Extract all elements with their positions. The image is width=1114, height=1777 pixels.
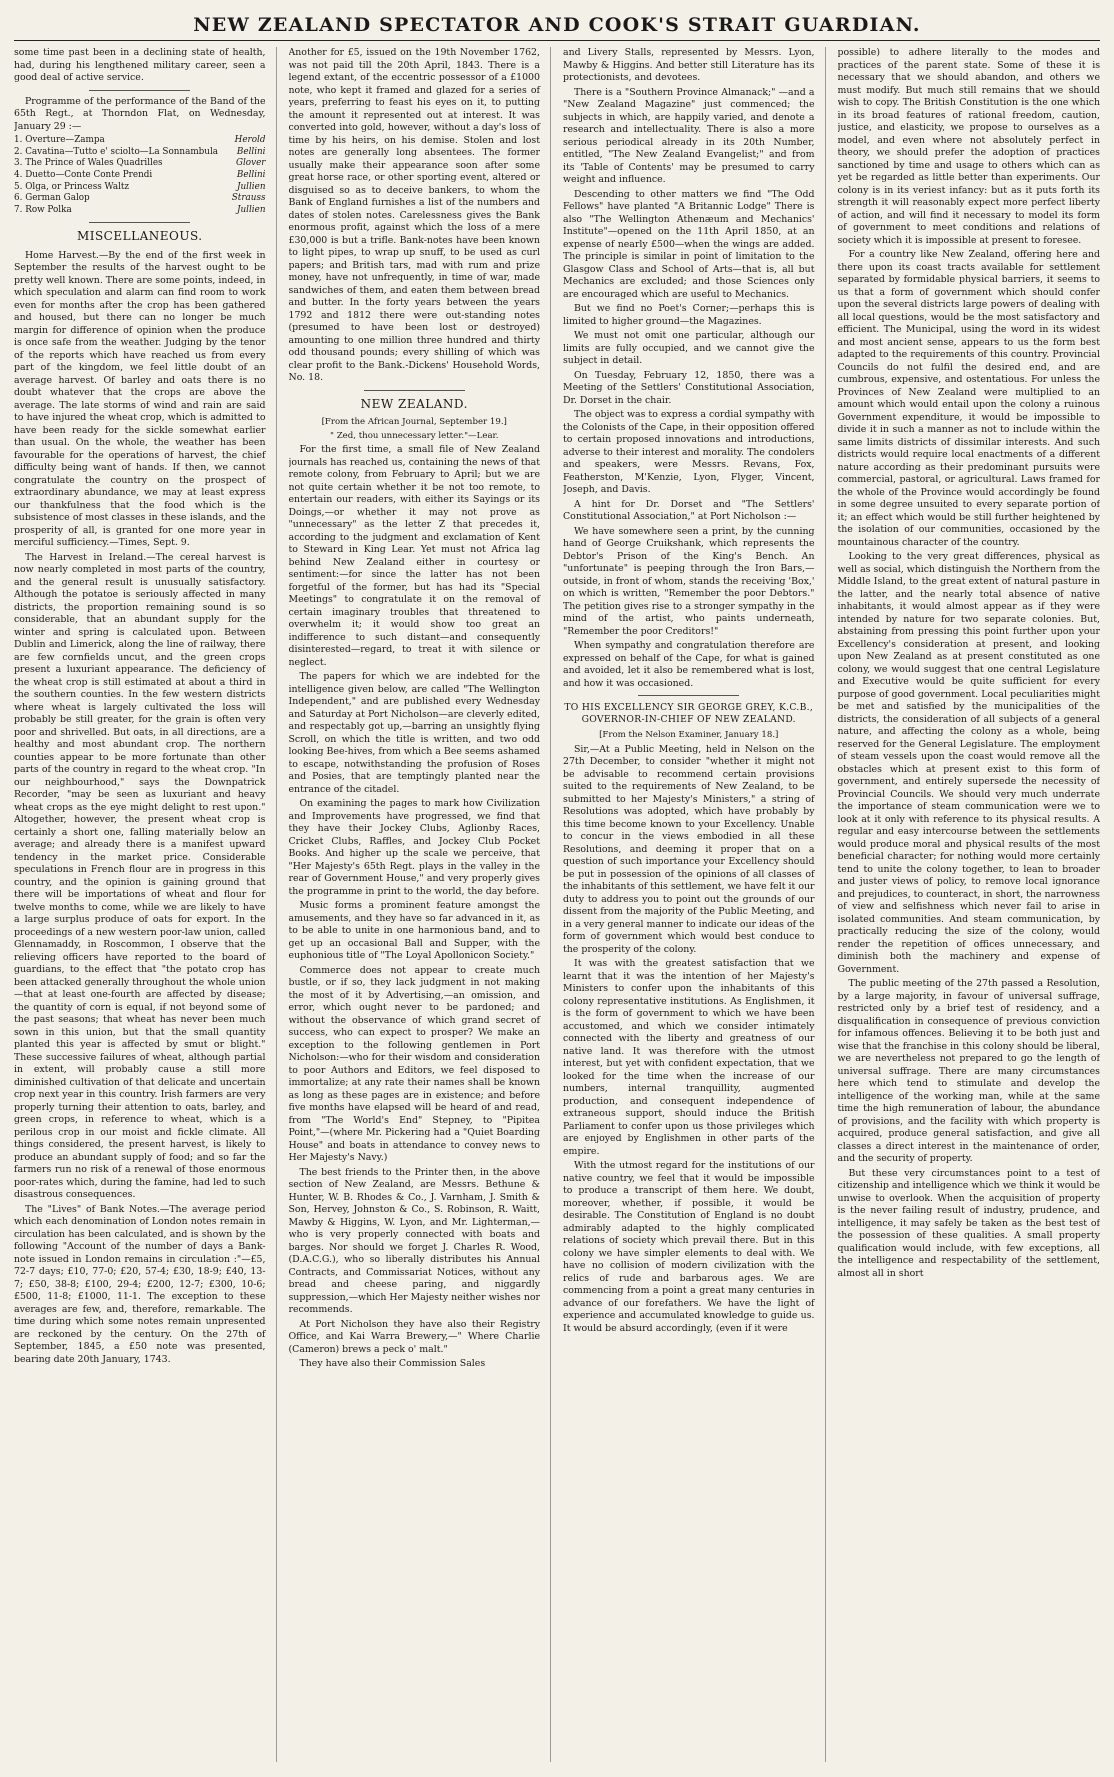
paragraph: On Tuesday, February 12, 1850, there was a Meeting of the Settlers' Constitutional Association, Dr. Dorset in the chair.	[563, 369, 815, 406]
article-source: [From the Nelson Examiner, January 18.]	[599, 730, 779, 741]
paragraph: It was with the greatest satisfaction that we learnt that it was the intention of her Majesty's Ministers to confer upon the inhabitants of this colony representative institutions. As Englishmen, it is the form of government to which we have been accustomed, and which we consider intimately connected with the liberty and greatness of our native land. It was therefore with the utmost interest, but yet with confident expectation, that we looked for the time when the increase of our numbers, internal tranquillity, augmented production, and consequent independence of extraneous support, should induce the British Parliament to confer upon us those privileges which are enjoyed by Englishmen in other parts of the empire.	[563, 958, 815, 1157]
programme-item	[14, 205, 266, 217]
article-continuation: some time past been in a declining state of health, had, during his lengthened military career, seen a good deal of active service.	[14, 47, 266, 83]
programme-piece: 6. German Galop	[14, 193, 90, 204]
section-title-address: TO HIS EXCELLENCY SIR GEORGE GREY, K.C.B., GOVERNOR-IN-CHIEF OF NEW ZEALAND.	[564, 702, 814, 726]
paragraph: The best friends to the Printer then, in the above section of New Zealand, are Messrs. Bethune & Hunter, W. B. Rhodes & Co., J. Varnham, J. Smith & Son, Hervey, Johnston & Co., S. Robinson, R. Waitt, Mawby & Higgins, W. Lyon, and Mr. Lighterman,—who is very properly connected with boats and barges. Nor should we forget J. Charles R. Wood, (D.A.C.G.), who so liberally distributes his Annual Contracts, and Commissariat Notices, without any bread and cheese paring, and niggardly suppression,—which Her Majesty neither wishes nor recommends.	[288, 1166, 540, 1316]
programme-piece: 4. Duetto—Conte Conte Prendi	[14, 170, 153, 181]
programme-item	[14, 170, 266, 182]
paragraph: For the first time, a small file of New Zealand journals has reached us, containing the news of that remote colony, from February to April; but we are not quite certain whether it be not too remote, to entertain our readers, with either its Sayings or its Doings,—or whether it may not prove as "unnecessary" as the letter Z that precedes it, according to the judgment and exclamation of Kent to Steward in King Lear. Yet must not Africa lag behind New Zealand either in courtesy or sentiment:—for since the latter has not been forgetful of the former, but has had its "Special Meetings" to congratulate it on the removal of certain imaginary troubles that threatened to overwhelm it; it would show too great an indifference to such distant—and consequently disinterested—regard, to treat it with silence or neglect.	[288, 444, 540, 668]
divider	[89, 90, 190, 91]
article-home-harvest: Home Harvest.—By the end of the first week in September the results of the harvest ought to be pretty well known. There are some points, indeed, in which speculation and alarm can find room to work even for months after the crop has been gathered and housed, but there can no longer be much margin for difference of opinion when the produce is once safe from the weather. Judging by the tenor of the reports which have reached us from every part of the kingdom, we feel little doubt of an average harvest. Of barley and oats there is no doubt whatever that the crops are above the average. The late storms of wind and rain are said to have injured the wheat crop, which is admitted to have been ready for the sickle somewhat earlier than usual. On the whole, the weather has been favourable for the operations of harvest, the chief difficulty being want of hands. If then, we cannot congratulate the country on the prospect of extraordinary abundance, we may at least express our thankfulness that the food which is the subsistence of most classes in these islands, and the prosperity of all, is granted for one more year in merciful sufficiency.—Times, Sept. 9.	[14, 249, 266, 549]
programme-composer: Jullien	[236, 181, 266, 192]
programme-piece: 5. Olga, or Princess Waltz	[14, 181, 130, 192]
column-4	[838, 47, 1101, 1762]
programme-piece: 7. Row Polka	[14, 205, 72, 216]
programme-item	[14, 158, 266, 170]
programme-composer: Herold	[234, 135, 266, 145]
column-3	[563, 47, 826, 1762]
columns	[14, 47, 1100, 1762]
programme-list	[14, 135, 266, 217]
programme-item	[14, 135, 266, 147]
article-harvest-ireland: The Harvest in Ireland.—The cereal harvest is now nearly completed in most parts of the country, and the general result is unusually satisfactory. Although the potatoe is seriously affected in many districts, the proportion remaining sound is so considerable, that an abundant supply for the winter and spring is calculated upon. Between Dublin and Limerick, along the line of railway, there are few cornfields uncut, and the green crops present a luxuriant appearance. The deficiency of the wheat crop is still estimated at about a third in the southern counties. In the few western districts where wheat is largely cultivated the loss will probably be still greater, for the grain is often very poor and shrivelled. But oats, in all directions, are a healthy and most abundant crop. The northern counties appear to be more fortunate than other parts of the country in regard to the wheat crop. "In our neighbourhood," says the Downpatrick Recorder, "may be seen as luxuriant and heavy wheat crops as the eye might delight to rest upon." Altogether, however, the present wheat crop is certainly a short one, falling materially below an average; and already there is a manifest upward tendency in the market price. Considerable speculations in French flour are in progress in this country, and the opinion is gaining ground that there will be importations of wheat and flour for twelve months to come, while we are likely to have a large surplus produce of oats for export. In the proceedings of a new western poor-law union, called Glennamaddy, in Roscommon, I observe that the relieving officers have reported to the board of guardians, to the effect that "the potato crop has been attacked generally throughout the whole union—that at least one-fourth are affected by disease; the quantity of corn is equal, if not beyond some of the past seasons; that wheat has never been much sown in this union, but that the small quantity planted this year is affected by smut or blight." These successive failures of wheat, although partial in extent, will probably cause a still more diminished cultivation of that delicate and uncertain crop next year in this country. Irish farmers are very properly turning their attention to oats, barley, and green crops, in reference to wheat, which is a perilous crop in our moist and fickle climate. All things considered, the present harvest, is likely to produce an abundant supply of food; and so far the farmers run no risk of a renewal of those enormous poor-rates which, during the famine, had led to such disastrous consequences.	[14, 551, 266, 1201]
programme-composer: Bellini	[236, 146, 266, 157]
article-bank-notes: The "Lives" of Bank Notes.—The average period which each denomination of London notes remain in circulation has been calculated, and is shown by the following "Account of the number of days a Bank-note issued in London remains in circulation :"—£5, 72-7 days; £10, 77-0; £20, 57-4; £30, 18-9; £40, 13-7; £50, 38-8; £100, 29-4; £200, 12-7; £300, 10-6; £500, 11-8; £1000, 11-1. The exception to these averages are few, and, therefore, remarkable. The time during which some notes remain unpresented are reckoned by the century. On the 27th of September, 1845, a £50 note was presented, bearing date 20th January, 1743.	[14, 1203, 266, 1365]
programme-piece: 1. Overture—Zampa	[14, 135, 105, 145]
paragraph: With the utmost regard for the institutions of our native country, we feel that it would be impossible to produce a transcript of them here. We doubt, moreover, whether, if possible, it would be desirable. The Constitution of England is no doubt admirably adapted to the highly complicated relations of society which prevail there. But in this colony we have simpler elements to deal with. We have no collision of modern civilization with the relics of rude and barbarous ages. We are commencing from a point a great many centuries in advance of our forefathers. We have the light of experience and accumulated knowledge to guide us. It would be absurd accordingly, (even if it were	[563, 1160, 815, 1334]
paragraph: Looking to the very great differences, physical as well as social, which distinguish the Northern from the Middle Island, to the great extent of natural pasture in the latter, and the nearly total absence of native inhabitants, it would almost appear as if they were intended by nature for two separate colonies. But, abstaining from pressing this point further upon your Excellency's consideration at present, and looking upon New Zealand as at present constituted as one colony, we would suggest that one central Legislature and Executive would be quite sufficient for every purpose of good government. Local peculiarities might be met and satisfied by the municipalities of the districts, the consideration of all subjects of a general nature, and affecting the colony as a whole, being reserved for the General Legislature. The employment of steam vessels upon the coast would remove all the obstacles which at present exist to this form of government, and entirely supersede the necessity of Provincial Councils. We should very much underrate the importance of steam communication were we to look at it only with reference to its physical results. A regular and easy intercourse between the settlements would produce moral and physical results of the most beneficial character; for nothing would more certainly tend to unite the colony together, to lean to broader and juster views of policy, to remove local ignorance and prejudices, to counteract, in short, the narrowness of view and selfishness which never fail to arise in isolated communities. And steam communication, by practically reducing the size of the colony, would render the repetition of offices unnecessary, and diminish both the machinery and expense of Government.	[837, 551, 1100, 975]
section-title-new-zealand: NEW ZEALAND.	[360, 396, 468, 411]
programme-composer: Strauss	[231, 193, 266, 204]
programme-piece: 2. Cavatina—Tutto e' sciolto—La Sonnambula	[14, 146, 219, 157]
column-1	[14, 47, 277, 1762]
paragraph: For a country like New Zealand, offering here and there upon its coast tracts available for settlement separated by formidable physical barriers, it seems to us that a form of government which should confer upon the several districts large powers of dealing with all local questions, would be the most satisfactory and efficient. The Municipal, using the word in its widest and most ancient sense, appears to us the form best adapted to the requirements of this country. Provincial Councils do not fulfil the desired end, and are cumbrous, expensive, and ostentatious. For unless the Provinces of New Zealand were multiplied to an amount which would entail upon the colony a ruinous Government expenditure, it would be impossible to divide it in such a manner as not to include within the same limits districts of dissimilar interests. And such districts would require local enactments of a different nature according as their predominant pursuits were commercial, pastoral, or agricultural. Laws framed for the whole of the Province would accordingly be found in some degree unsuited to every separate portion of it; an effect which would be still further heightened by the isolation of our communities, occasioned by the mountainous character of the country.	[837, 249, 1100, 548]
paragraph: Sir,—At a Public Meeting, held in Nelson on the 27th December, to consider "whether it might not be advisable to recommend certain provisions suited to the requirements of New Zealand, to be submitted to her Majesty's Ministers," a string of Resolutions was adopted, which have probably by this time become known to your Excellency. Unable to concur in the views embodied in all these Resolutions, and deeming it proper that on a question of such importance your Excellency should be put in possession of the opinions of all classes of the inhabitants of this settlement, we have felt it our duty to address you to point out the grounds of our dissent from the majority of the Public Meeting, and in a very general manner to indicate our ideas of the form of government which would best conduce to the prosperity of the colony.	[563, 743, 815, 955]
programme-item	[14, 182, 266, 194]
programme-heading: Programme of the performance of the Band of the 65th Regt., at Thorndon Flat, on Wednesday, January 29 :—	[14, 95, 266, 132]
paragraph: They have also their Commission Sales	[299, 1358, 486, 1370]
paragraph: When sympathy and congratulation therefore are expressed on behalf of the Cape, for what is gained and avoided, let it also be remembered what is lost, and how it was occasioned.	[563, 640, 815, 689]
paragraph: A hint for Dr. Dorset and "The Settlers' Constitutional Association," at Port Nicholson :—	[563, 498, 815, 522]
paragraph: There is a "Southern Province Almanack;" —and a "New Zealand Magazine" just commenced; the subjects in which, are happily varied, and denote a research and intellectuality. There is also a more serious periodical already in its 20th Number, entitled, "The New Zealand Evangelist;" and from its 'Table of Contents' may be presumed to carry weight and influence.	[563, 86, 815, 185]
divider	[638, 695, 739, 696]
article-source: [From the African Journal, September 19.]	[321, 417, 507, 428]
programme-composer: Glover	[235, 158, 266, 169]
divider	[364, 390, 465, 391]
paragraph: and Livery Stalls, represented by Messrs. Lyon, Mawby & Higgins. And better still Literature has its protectionists, and devotees.	[563, 47, 815, 83]
paragraph: But these very circumstances point to a test of citizenship and intelligence which we think it would be unwise to overlook. When the acquisition of property is the never failing result of industry, prudence, and intelligence, it may safely be taken as the best test of the possession of these qualities. A small property qualification would include, with few exceptions, all the intelligence and respectability of the settlement, almost all in short	[837, 1167, 1100, 1279]
programme-piece: 3. The Prince of Wales Quadrilles	[14, 158, 163, 169]
paragraph: possible) to adhere literally to the modes and practices of the parent state. Some of these it is necessary that we should abandon, and others we must modify. But much still remains that we should wish to copy. The British Constitution is the one which in its broad features of rational freedom, caution, justice, and elasticity, we propose to ourselves as a model, and even where not absolutely perfect in theory, we should prefer the adoption of practices sanctioned by time and usage to others which can as yet be regarded as little better than experiments. Our colony is in its veriest infancy: but as it puts forth its strength it will reasonably expect more perfect liberty of action, and will find it necessary to model its form of government to meet conditions and relations of society which it is impossible at present to foresee.	[837, 47, 1100, 246]
paragraph: We have somewhere seen a print, by the cunning hand of George Cruikshank, which represents the Debtor's Prison of the King's Bench. An "unfortunate" is peeping through the Iron Bars,—outside, in front of whom, stands the receiving 'Box,' on which is written, "Remember the poor Debtors." The petition gives rise to a stronger sympathy in the mind of the artist, who paints underneath, "Remember the poor Creditors!"	[563, 525, 815, 637]
article-bank-notes-cont: Another for £5, issued on the 19th November 1762, was not paid till the 20th April, 1843. There is a legend extant, of the eccentric possessor of a £1000 note, who kept it framed and glazed for a series of years, preferring to feast his eyes on it, to putting the amount it represented out at interest. It was converted into gold, however, without a day's loss of time by his heirs, on his demise. Stolen and lost notes are generally long absentees. The former usually make their appearance soon after some great horse race, or other sporting event, altered or disguised so as to deceive bankers, to whom the Bank of England furnishes a list of the numbers and dates of stolen notes. Carelessness gives the Bank enormous profit, against which the loss of a mere £30,000 is but a trifle. Bank-notes have been known to light pipes, to wrap up snuff, to be used as curl papers; and British tars, mad with rum and prize money, have not unfrequently, in time of war, made sandwiches of them, and eaten them between bread and butter. In the forty years between the years 1792 and 1812 there were out-standing notes (presumed to have been lost or destroyed) amounting to one million three hundred and thirty odd thousand pounds; every shilling of which was clear profit to the Bank.-Dickens' Household Words, No. 18.	[288, 47, 540, 383]
paragraph: We must not omit one particular, although our limits are fully occupied, and we cannot give the subject in detail.	[563, 330, 815, 366]
paragraph: On examining the pages to mark how Civilization and Improvements have progressed, we find that they have their Jockey Clubs, Aglionby Races, Cricket Clubs, Raffles, and Jockey Club Pocket Books. And higher up the scale we perceive, that "Her Majesty's 65th Regt. plays in the valley in the rear of Government House," and very properly gives the programme in print to the world, the day before.	[288, 798, 540, 897]
programme-item	[14, 193, 266, 205]
paragraph: The public meeting of the 27th passed a Resolution, by a large majority, in favour of universal suffrage, restricted only by a brief test of residency, and a disqualification in consequence of previous conviction for infamous offences. Believing it to be both just and wise that the franchise in this colony should be liberal, we are nevertheless not prepared to go the length of universal suffrage. There are many circumstances here which tend to stimulate and develop the intelligence of the working man, while at the same time the high remuneration of labour, the abundance of provisions, and the facility with which property is acquired, produce general satisfaction, and give all classes a direct interest in the maintenance of order, and the security of property.	[837, 978, 1100, 1164]
paragraph: But we find no Poet's Corner;—perhaps this is limited to higher ground—the Magazines.	[563, 303, 815, 327]
paragraph: At Port Nicholson they have also their Registry Office, and Kai Warra Brewery,—" Where Charlie (Cameron) brews a peck o' malt."	[288, 1318, 540, 1355]
paragraph: The papers for which we are indebted for the intelligence given below, are called "The Wellington Independent," and are published every Wednesday and Saturday at Port Nicholson—are cleverly edited, and respectably got up,—barring an unsightly flying Scroll, on which the title is written, and two odd looking Bee-hives, from which a Bee seems ashamed to escape, notwithstanding the profusion of Roses and Posies, that are temptingly planted near the entrance of the citadel.	[288, 671, 540, 795]
section-title-miscellaneous: MISCELLANEOUS.	[76, 228, 203, 243]
paragraph: Music forms a prominent feature amongst the amusements, and they have so far advanced in it, as to be able to unite in one harmonious band, and to get up an occasional Ball and Supper, with the euphonious title of "The Loyal Apollonicon Society."	[288, 900, 540, 962]
paragraph: Descending to other matters we find "The Odd Fellows" have planted "A Britannic Lodge" There is also "The Wellington Athenæum and Mechanics' Institute"—opened on the 11th April 1850, at an expense of nearly £500—when the wings are added. The principle is similar in point of limitation to the Glasgow Class and School of Arts—that is, all but Mechanics are excluded; and those Sciences only are encouraged which are useful to Mechanics.	[563, 188, 815, 300]
paragraph: The object was to express a cordial sympathy with the Colonists of the Cape, in their opposition offered to certain proposed innovations and introductions, adverse to their interest and morality. The condolers and speakers, were Messrs. Revans, Fox, Featherston, M'Kenzie, Lyon, Flyger, Vincent, Joseph, and Davis.	[563, 409, 815, 495]
programme-composer: Bellini	[236, 170, 266, 181]
masthead: NEW ZEALAND SPECTATOR AND COOK'S STRAIT GUARDIAN.	[14, 10, 1100, 41]
column-2	[289, 47, 552, 1762]
programme-composer: Jullien	[236, 205, 266, 216]
programme-item	[14, 147, 266, 159]
divider	[89, 222, 190, 223]
paragraph: Commerce does not appear to create much bustle, or if so, they lack judgment in not making the most of it by Advertising,—an omission, and error, which ought never to be pardoned; and without the observance of which grand secret of success, who can expect to prosper? We make an exception to the following gentlemen in Port Nicholson:—who for their wisdom and consideration to poor Authors and Editors, we feel disposed to immortalize; at any rate their names shall be known as long as these pages are in existence; and before five months have elapsed will be heard of and read, from "The World's End" Stepney, to "Pipitea Point,"—(where Mr. Pickering had a "Quiet Boarding House" and boats in attendance to convey news to Her Majesty's Navy.)	[288, 964, 540, 1164]
article-motto: " Zed, thou unnecessary letter."—Lear.	[330, 430, 499, 441]
